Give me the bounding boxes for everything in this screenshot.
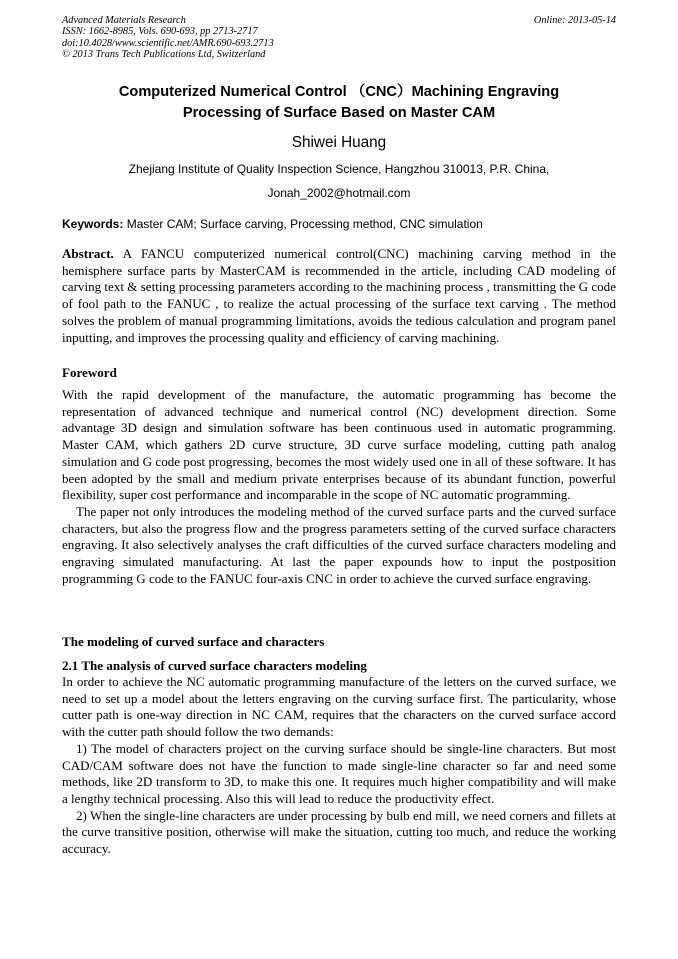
foreword-body [62, 387, 616, 587]
author-affiliation-block [62, 157, 616, 205]
email: Jonah_2002@hotmail.com [267, 186, 411, 200]
foreword-paragraph-1: With the rapid development of the manufacture, the automatic programming has become the representation of advanced technique and numerical control (NC) development direction. Some advantage 3D design and simulation software has been continuous used in automatic programming. Master CAM, which gathers 2D curve structure, 3D curve surface modeling, cutting path analog simulation and G code post progressing, becomes the most widely used one in all of these software. It has been adopted by the small and medium private enterprises because of its abundant function, powerful flexibility, super cost performance and incomparable in the scope of NC automatic programming. [62, 387, 616, 503]
online-date: Online: 2013-05-14 [533, 15, 616, 26]
copyright-line: © 2013 Trans Tech Publications Ltd, Switzerland [62, 49, 266, 61]
abstract [62, 246, 616, 346]
journal-header [62, 15, 616, 61]
affiliation: Zhejiang Institute of Quality Inspection Science, Hangzhou 310013, P.R. China, [128, 162, 550, 176]
doi-line: doi:10.4028/www.scientific.net/AMR.690-693.2713 [62, 37, 274, 49]
keywords [62, 216, 616, 232]
author-name: Shiwei Huang [291, 134, 387, 151]
title-line-2: Processing of Surface Based on Master CAM [182, 104, 496, 121]
keywords-label: Keywords: [62, 217, 124, 231]
title-line-1: Computerized Numerical Control （CNC）Machining Engraving [118, 84, 560, 100]
analysis-paragraph-3: 2) When the single-line characters are under processing by bulb end mill, we need corners and fillets at the curve transitive position, otherwise will make the situation, cutting too much, and reduce the working accuracy. [62, 807, 616, 857]
section-heading-foreword: Foreword [62, 365, 117, 380]
journal-name: Advanced Materials Research [62, 15, 186, 26]
issn-line: ISSN: 1662-8985, Vols. 690-693, pp 2713-2717 [62, 26, 258, 38]
section-heading-modeling: The modeling of curved surface and characters [62, 634, 325, 649]
abstract-text: A FANCU computerized numerical control(CNC) machining carving method in the hemisphere surface parts by MasterCAM is recommended in the article, including CAD modeling of carving text & setting processing parameters according to the machining process , transmitting the G code of fool path to the FANUC , to realize the actual processing of the surface text carving . The method solves the problem of manual programming limitations, avoids the tedious calculation and program panel inputting, and improves the processing quality and efficiency of carving machining. [62, 246, 616, 345]
analysis-body [62, 674, 616, 858]
analysis-paragraph-2: 1) The model of characters project on the curving surface should be single-line characters. But most CAD/CAM software does not have the function to made single-line character so far and need some methods, like 2D transform to 3D, to make this one. It requires much higher compatibility and will make a lengthy technical processing. Also this will lead to reduce the productivity effect. [62, 740, 616, 806]
analysis-paragraph-1: In order to achieve the NC automatic programming manufacture of the letters on the curved surface, we need to set up a model about the letters engraving on the curving surface first. The particularity, whose cutter path is one-way direction in NC CAM, requires that the characters on the curved surface accord with the cutter path should follow the two demands: [62, 674, 616, 740]
paper-title [62, 82, 616, 123]
foreword-paragraph-2: The paper not only introduces the modeling method of the curved surface parts and the curved surface characters, but also the progress flow and the progress parameters setting of the curved surface characters engraving. It also selectively analyses the craft difficulties of the curved surface characters modeling and engraving simulated manufacturing. At last the paper expounds how to input the postposition programming G code to the FANUC four-axis CNC in order to achieve the curved surface engraving. [62, 503, 616, 586]
abstract-label: Abstract. [62, 246, 114, 261]
subsection-heading-analysis: 2.1 The analysis of curved surface characters modeling [62, 658, 367, 673]
keywords-text: Master CAM; Surface carving, Processing method, CNC simulation [123, 217, 483, 231]
